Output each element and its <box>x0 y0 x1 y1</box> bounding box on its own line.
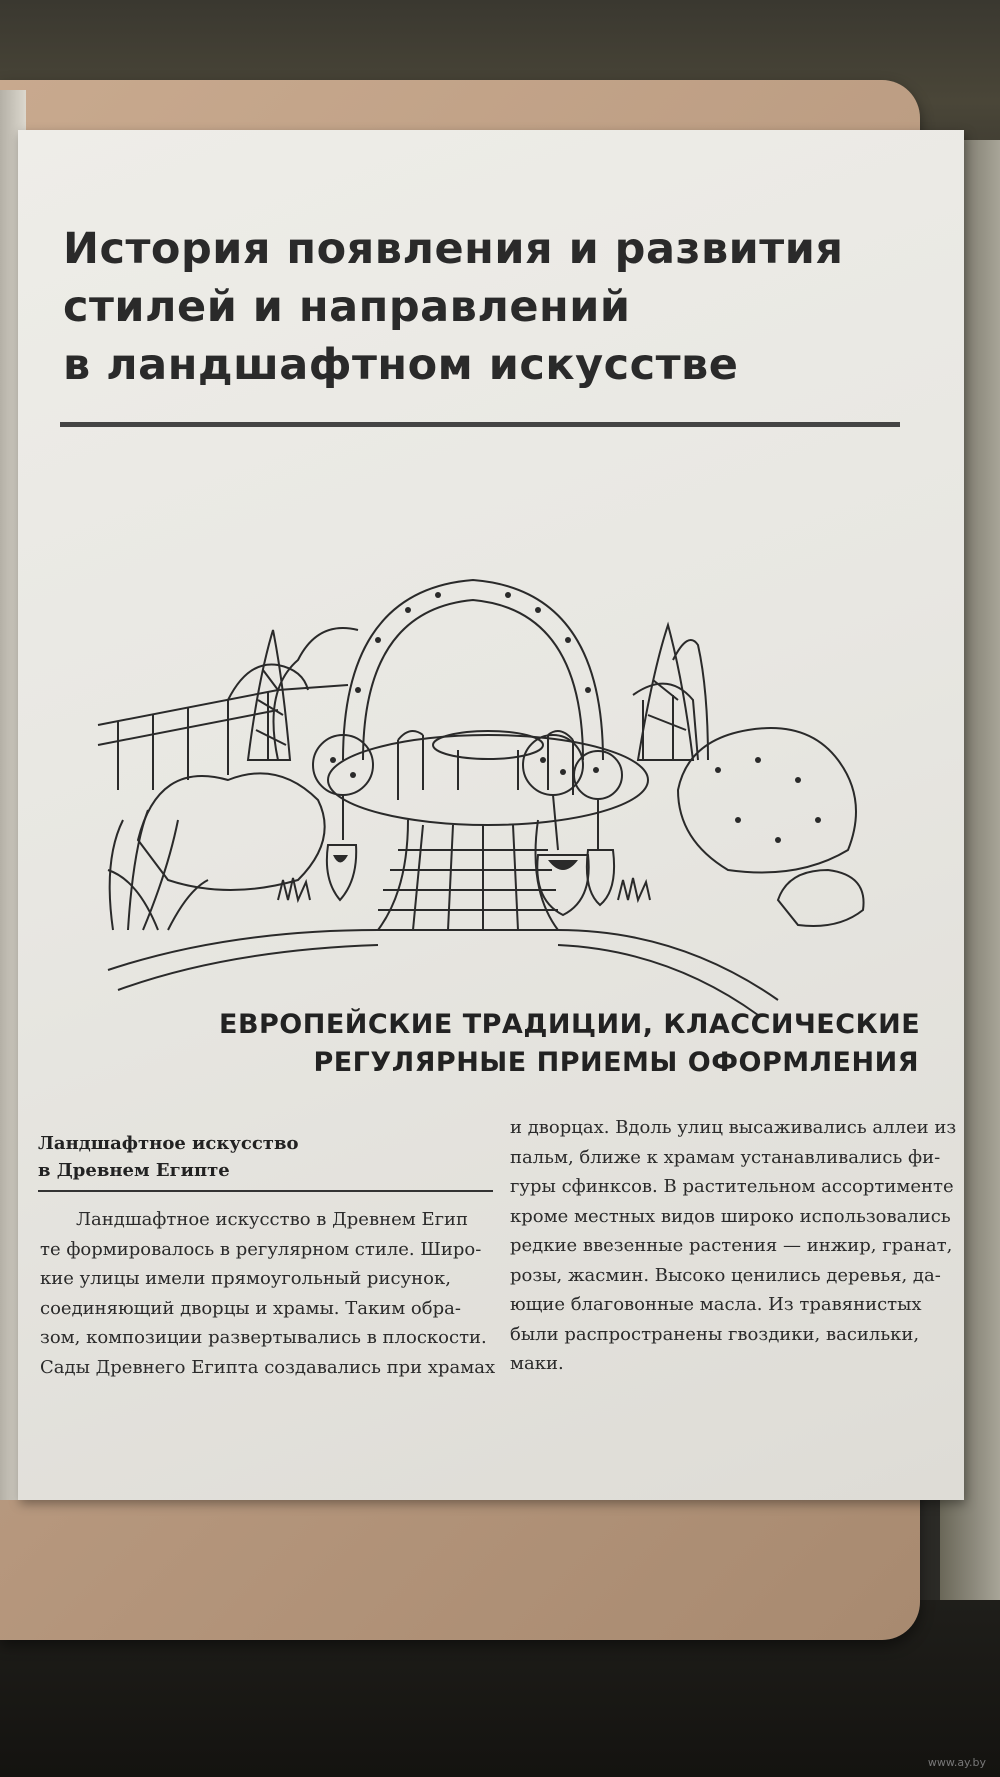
garden-illustration <box>78 460 928 1020</box>
section-heading-line: РЕГУЛЯРНЫЕ ПРИЕМЫ ОФОРМЛЕНИЯ <box>313 1047 919 1078</box>
text-line: ющие благовонные масла. Из травянистых <box>510 1294 922 1315</box>
text-line: маки. <box>510 1353 564 1374</box>
title-line: в ландшафтном искусстве <box>63 340 739 390</box>
text-line: кроме местных видов широко использовались <box>510 1205 951 1227</box>
subheading-underline <box>38 1190 493 1192</box>
text-line: редкие ввезенные растения — инжир, гранат, <box>510 1235 953 1256</box>
text-column-left <box>40 1205 496 1382</box>
section-heading <box>219 1006 919 1082</box>
title-line: стилей и направлений <box>63 282 631 332</box>
subheading <box>38 1130 478 1184</box>
title-underline <box>60 422 900 427</box>
text-line: Ландшафтное искусство в Древнем Егип <box>76 1209 469 1230</box>
book-page <box>18 130 964 1500</box>
text-line: и дворцах. Вдоль улиц высаживались аллеи из <box>510 1117 957 1138</box>
text-line: розы, жасмин. Высоко ценились деревья, да- <box>510 1264 941 1286</box>
text-line: Сады Древнего Египта создавались при храмах <box>40 1356 496 1378</box>
section-heading-line: ЕВРОПЕЙСКИЕ ТРАДИЦИИ, КЛАССИЧЕСКИЕ <box>219 1009 921 1040</box>
subheading-line: Ландшафтное искусство <box>38 1133 299 1154</box>
text-line: те формировалось в регулярном стиле. Широ- <box>40 1238 482 1260</box>
text-line: кие улицы имели прямоугольный рисунок, <box>40 1268 451 1289</box>
text-line: зом, композиции развертывались в плоскости. <box>40 1327 487 1348</box>
text-column-right <box>510 1113 957 1379</box>
page-title <box>63 220 923 394</box>
title-line: История появления и развития <box>63 224 844 274</box>
text-line: были распространены гвоздики, васильки, <box>510 1323 920 1345</box>
text-line: пальм, ближе к храмам устанавливались фи- <box>510 1146 941 1168</box>
text-line: гуры сфинксов. В растительном ассортименте <box>510 1176 954 1197</box>
subheading-line: в Древнем Египте <box>38 1160 230 1181</box>
text-line: соединяющий дворцы и храмы. Таким обра- <box>40 1297 461 1319</box>
watermark: www.ay.by <box>927 1756 986 1769</box>
